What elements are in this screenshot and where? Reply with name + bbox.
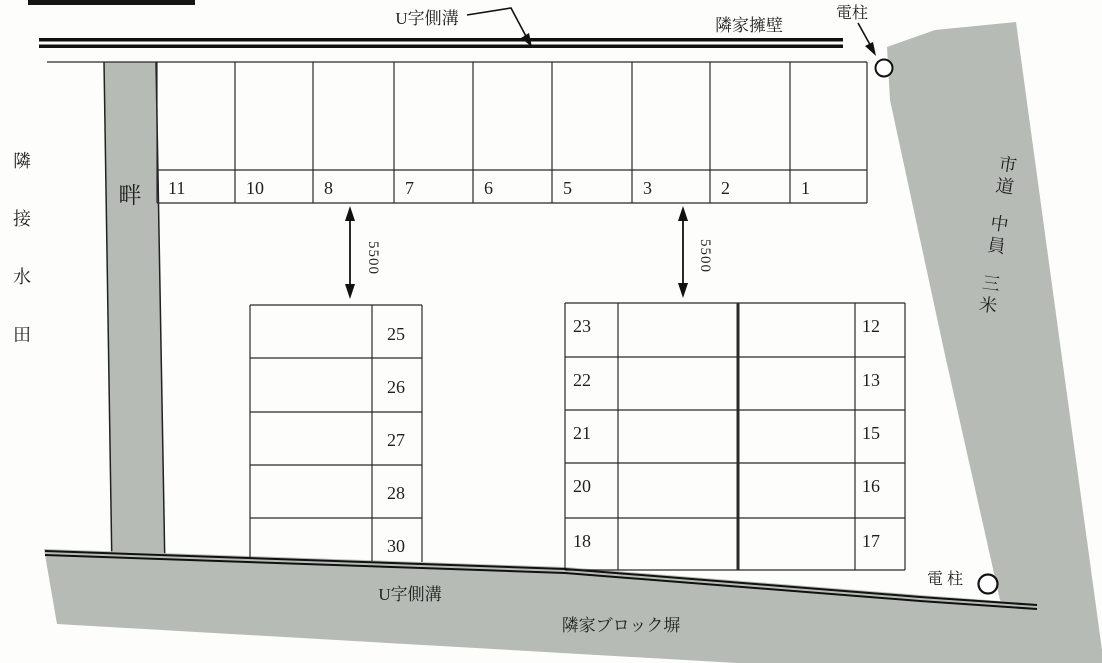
parking-space-number: 3 [643, 178, 652, 198]
left-block-space-numbers [387, 324, 405, 556]
top-row-space-numbers [168, 178, 810, 198]
parking-space-number: 22 [573, 370, 591, 390]
parking-space-number: 18 [573, 531, 591, 551]
scan-edge-artifact [28, 0, 195, 5]
utility-pole-bottom [979, 575, 998, 594]
top-gutter-label: U字側溝 [395, 9, 459, 28]
parking-space-number: 5 [563, 178, 572, 198]
parking-space-number: 21 [573, 423, 591, 443]
parking-space-number: 28 [387, 483, 405, 503]
right-parking-block-grid [565, 303, 905, 570]
parking-space-number: 26 [387, 377, 405, 397]
parking-space-number: 1 [801, 178, 810, 198]
parking-space-number: 7 [405, 178, 414, 198]
parking-space-number: 16 [862, 476, 880, 496]
parking-space-number: 17 [862, 531, 880, 551]
parking-space-number: 12 [862, 316, 880, 336]
parking-space-number: 25 [387, 324, 405, 344]
utility-pole-top-leader [858, 23, 876, 56]
field-label-char: 接 [13, 209, 31, 229]
parking-space-number: 10 [246, 178, 264, 198]
bottom-wall-band [44, 549, 1050, 663]
field-label-char: 隣 [13, 151, 31, 171]
parking-space-number: 6 [484, 178, 493, 198]
parking-space-number: 27 [387, 430, 405, 450]
road-label-char: 道 [994, 175, 1016, 198]
ridge-label: 畔 [118, 183, 142, 208]
bottom-gutter-label: U字側溝 [378, 585, 442, 604]
parking-space-number: 30 [387, 536, 405, 556]
dimension-arrow-right [678, 206, 688, 298]
utility-pole-top-label: 電柱 [835, 5, 869, 22]
dimension-right-value: 5500 [697, 239, 713, 273]
ridge-band [104, 62, 165, 572]
right-block-right-space-numbers [862, 316, 880, 551]
parking-space-number: 11 [168, 178, 186, 198]
road-label-char: 市 [997, 153, 1019, 176]
parking-space-number: 8 [324, 178, 333, 198]
road-label-char: 員 [986, 234, 1007, 258]
parking-space-number: 23 [573, 316, 591, 336]
block-wall-label: 隣家ブロック塀 [561, 616, 681, 635]
field-label-char: 田 [13, 325, 31, 345]
right-block-left-space-numbers [573, 316, 591, 551]
dimension-arrow-left [345, 206, 355, 299]
road-label-char: 米 [977, 294, 999, 317]
top-gutter-line-2 [39, 45, 843, 49]
dimension-left-value: 5500 [365, 241, 381, 275]
utility-pole-top [876, 60, 893, 77]
road-band [887, 22, 1102, 663]
parking-space-number: 15 [862, 423, 880, 443]
parking-space-number: 2 [721, 178, 730, 198]
parking-space-number: 13 [862, 370, 880, 390]
utility-pole-bottom-label: 電 柱 [926, 571, 964, 588]
road-label-char: 中 [989, 212, 1010, 236]
neighbor-wall-label: 隣家擁壁 [715, 16, 783, 35]
top-gutter-line-1 [39, 38, 843, 42]
road-label-char: 三 [980, 272, 1002, 295]
adjacent-paddy-field-label [13, 151, 32, 345]
field-label-char: 水 [13, 267, 31, 287]
parking-space-number: 20 [573, 476, 591, 496]
